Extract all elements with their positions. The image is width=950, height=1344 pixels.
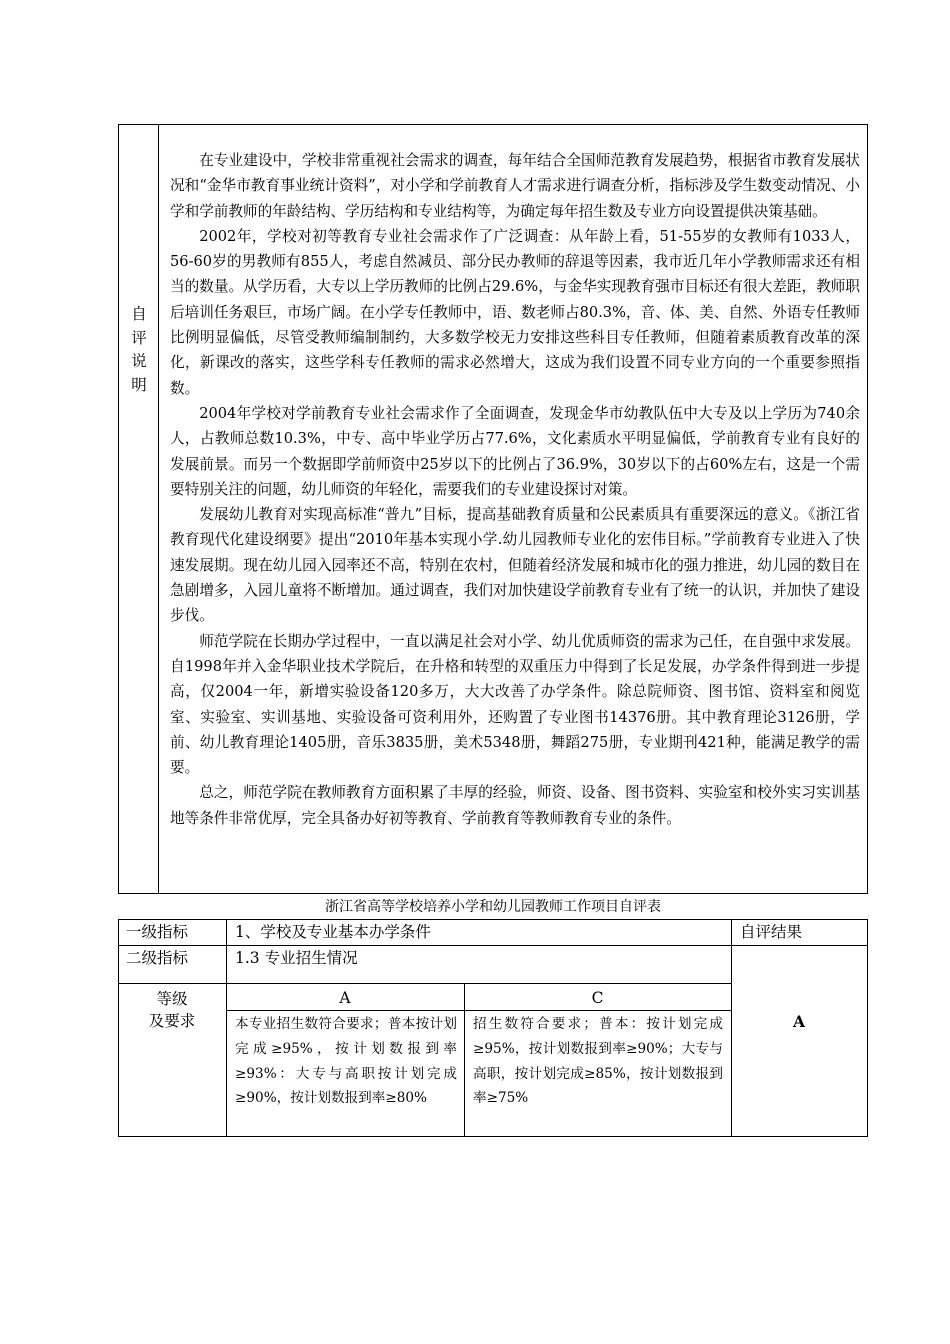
level1-value: 1、学校及专业基本办学条件 bbox=[235, 923, 431, 941]
body-paragraph: 师范学院在长期办学过程中，一直以满足社会对小学、幼儿优质师资的需求为己任，在自强中求发展。自1998年并入金华职业技术学院后，在升格和转型的双重压力中得到了长足发展，办学条件得到进一步提高，仅2004一年，新增实验设备120多万，大大改善了办学条件。除总院师资、图书馆、资料室和阅览室、实验室、实训基地、实验设备可资利用外，还购置了专业图书14376册。其中教育理论3126册，学前、幼儿教育理论1405册，音乐3835册，美术5348册，舞蹈275册，专业期刊421种，能满足教学的需要。 bbox=[170, 632, 860, 777]
table-border-bottom bbox=[118, 1136, 868, 1137]
grade-label-line: 及要求 bbox=[148, 1012, 196, 1030]
level1-label: 一级指标 bbox=[126, 923, 189, 941]
body-paragraph: 2004年学校对学前教育专业社会需求作了全面调查，发现金华市幼教队伍中大专及以上学历为740余人，占教师总数10.3%，中专、高中毕业学历占77.6%，文化素质水平明显偏低，学前教育专业有良好的发展前景。而另一个数据即学前师资中25岁以下的比例占了36.9%，30岁以下的占60%左右，这是一个需要特别关注的问题，幼儿师资的年轻化，需要我们的专业建设探讨对策。 bbox=[170, 404, 860, 498]
body-paragraph: 总之，师范学院在教师教育方面积累了丰厚的经验，师资、设备、图书资料、实验室和校外实习实训基地等条件非常优厚，完全具备办好初等教育、学前教育等教师教育专业的条件。 bbox=[170, 784, 860, 827]
level2-value: 1.3 专业招生情况 bbox=[235, 949, 358, 967]
label-char: 说 bbox=[131, 352, 147, 370]
self-eval-result: A bbox=[792, 1012, 806, 1031]
self-evaluation-table bbox=[118, 124, 868, 894]
grade-a-requirement: 本专业招生数符合要求；普本按计划完成≥95%，按计划数报到率≥93%：大专与高职按计划完成≥90%，按计划数报到率≥80% bbox=[235, 1016, 457, 1107]
table-caption: 浙江省高等学校培养小学和幼儿园教师工作项目自评表 bbox=[325, 899, 661, 915]
result-header: 自评结果 bbox=[740, 923, 803, 941]
grade-label-line: 等级 bbox=[156, 990, 188, 1008]
grade-c-requirement: 招生数符合要求；普本：按计划完成≥95%，按计划数报到率≥90%；大专与高职，按计划完成≥85%，按计划数报到率≥75% bbox=[473, 1016, 723, 1107]
self-evaluation-label-column bbox=[119, 125, 159, 893]
table-row-divider bbox=[118, 983, 731, 984]
grade-c-header: C bbox=[591, 989, 604, 1007]
body-paragraph: 在专业建设中，学校非常重视社会需求的调查，每年结合全国师范教育发展趋势，根据省市教育发展状况和“金华市教育事业统计资料”，对小学和学前教育人才需求进行调查分析，指标涉及学生数变动情况、小学和学前教师的年龄结构、学历结构和专业结构等，为确定每年招生数及专业方向设置提供决策基础。 bbox=[170, 152, 860, 220]
level2-label: 二级指标 bbox=[126, 949, 189, 967]
table-row-divider bbox=[118, 945, 868, 946]
table-row-divider bbox=[226, 1010, 731, 1011]
self-evaluation-body bbox=[170, 148, 860, 831]
table-col-divider bbox=[226, 919, 227, 1136]
label-char: 评 bbox=[131, 328, 147, 347]
body-paragraph: 2002年，学校对初等教育专业社会需求作了广泛调查：从年龄上看，51-55岁的女教师有1033人，56-60岁的男教师有855人，考虑自然减员、部分民办教师的辞退等因素，我市近几年小学教师需求还有相当的数量。从学历看，大专以上学历教师的比例占29.6%，与金华实现教育强市目标还有很大差距，教师职后培训任务艰巨，市场广阔。在小学专任教师中，语、数老师占80.3%，音、体、美、自然、外语专任教师比例明显偏低，尽管受教师编制制约，大多数学校无力安排这些科目专任教师，但随着素质教育改革的深化，新课改的落实，这些学科专任教师的需求必然增大，这成为我们设置不同专业方向的一个重要参照指数。 bbox=[170, 227, 860, 397]
table-border-top bbox=[118, 919, 868, 920]
grade-requirement-label bbox=[118, 988, 226, 1032]
grade-a-header: A bbox=[339, 989, 351, 1007]
label-char: 自 bbox=[131, 305, 147, 323]
table-border-right bbox=[867, 919, 868, 1136]
self-evaluation-label bbox=[119, 303, 159, 397]
body-paragraph: 发展幼儿教育对实现高标准“普九”目标，提高基础教育质量和公民素质具有重要深远的意义。《浙江省教育现代化建设纲要》提出“2010年基本实现小学.幼儿园教师专业化的宏伟目标。”学前教育专业进入了快速发展期。现在幼儿园入园率还不高，特别在农村，但随着经济发展和城市化的强力推进，幼儿园的数目在急剧增多，入园儿童将不断增加。通过调查，我们对加快建设学前教育专业有了统一的认识，并加快了建设步伐。 bbox=[170, 506, 860, 625]
label-char: 明 bbox=[131, 375, 147, 394]
